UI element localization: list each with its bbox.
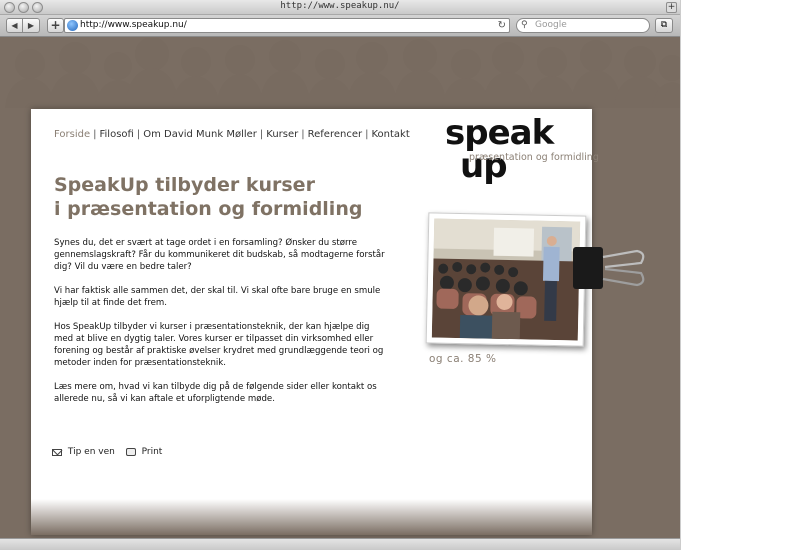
- page-headline: [54, 173, 374, 221]
- web-page: [0, 38, 680, 550]
- headline-line-2: i præsentation og formidling: [54, 198, 363, 220]
- panel-fade: [31, 499, 592, 535]
- window-title: http://www.speakup.nu/: [280, 1, 400, 11]
- printer-icon[interactable]: [126, 448, 136, 456]
- globe-icon: [67, 20, 78, 31]
- page-tools: [52, 447, 162, 458]
- search-input[interactable]: [516, 18, 650, 33]
- speakup-logo[interactable]: [444, 113, 599, 196]
- intro-paragraph: Læs mere om, hvad vi kan tilbyde dig på de følgende sider eller kontakt os allerede nu, så vi kan aftale et uforpligtende møde.: [54, 382, 377, 404]
- back-button[interactable]: ◀: [6, 18, 23, 33]
- url-text[interactable]: http://www.speakup.nu/: [80, 20, 187, 30]
- print-link[interactable]: Print: [141, 447, 163, 457]
- nav-item-referencer[interactable]: Referencer: [307, 129, 363, 140]
- nav-item-om-david[interactable]: Om David Munk Møller: [143, 129, 257, 140]
- forward-button[interactable]: ▶: [23, 18, 40, 33]
- intro-paragraph: Vi har faktisk alle sammen det, der skal til. Vi skal ofte bare bruge en smule hjælp til at finde det frem.: [54, 286, 381, 308]
- headline-line-1: SpeakUp tilbyder kurser: [54, 174, 315, 196]
- mail-icon[interactable]: [52, 449, 62, 456]
- nav-separator: |: [136, 129, 141, 140]
- search-icon: ⚲: [521, 20, 528, 30]
- nav-item-forside[interactable]: Forside: [54, 129, 91, 140]
- bookmarks-button[interactable]: ⧉: [655, 18, 673, 33]
- logo-word-up: up: [460, 146, 507, 186]
- photo-frame: [426, 212, 587, 346]
- photo-caption: og ca. 85 %: [429, 353, 497, 365]
- nav-separator: |: [301, 129, 305, 140]
- title-bar: [0, 0, 680, 15]
- crowd-silhouette: [0, 38, 680, 108]
- intro-paragraph: Hos SpeakUp tilbyder vi kurser i præsentationsteknik, der kan hjælpe dig med at blive en dygtig taler. Vores kurser er tilpasset din virksomhed eller forening og består af praktiske øvelser krydret med grundlæggende teori og metoder inden for præsentationsteknik.: [54, 322, 384, 368]
- logo-tagline: præsentation og formidling: [469, 152, 599, 163]
- binder-clip-icon: [571, 243, 651, 293]
- nav-separator: |: [259, 129, 264, 140]
- nav-separator: |: [93, 129, 97, 140]
- intro-text: [54, 237, 390, 417]
- reload-icon[interactable]: ↻: [497, 20, 506, 31]
- nav-separator: |: [365, 129, 369, 140]
- logo-word-speak: speak: [445, 113, 554, 153]
- browser-toolbar: [0, 15, 680, 37]
- audience-photo: [432, 218, 580, 340]
- search-placeholder: Google: [535, 20, 567, 30]
- nav-item-filosofi[interactable]: Filosofi: [99, 129, 134, 140]
- nav-item-kontakt[interactable]: Kontakt: [371, 129, 410, 140]
- add-bookmark-button[interactable]: +: [47, 18, 64, 33]
- nav-item-kurser[interactable]: Kurser: [266, 129, 299, 140]
- main-navigation: [54, 129, 410, 140]
- status-bar: [0, 538, 680, 550]
- toolbar-toggle-button[interactable]: +: [667, 2, 676, 12]
- window-edge: [680, 0, 681, 550]
- intro-paragraph: Synes du, det er svært at tage ordet i en forsamling? Ønsker du større gennemslagskraft? Får du kommunikeret dit budskab, så modtagerne forstår dig? Vil du være en bedre taler?: [54, 238, 385, 272]
- address-bar[interactable]: [64, 18, 510, 33]
- tip-friend-link[interactable]: Tip en ven: [67, 447, 115, 457]
- content-panel: [31, 109, 599, 535]
